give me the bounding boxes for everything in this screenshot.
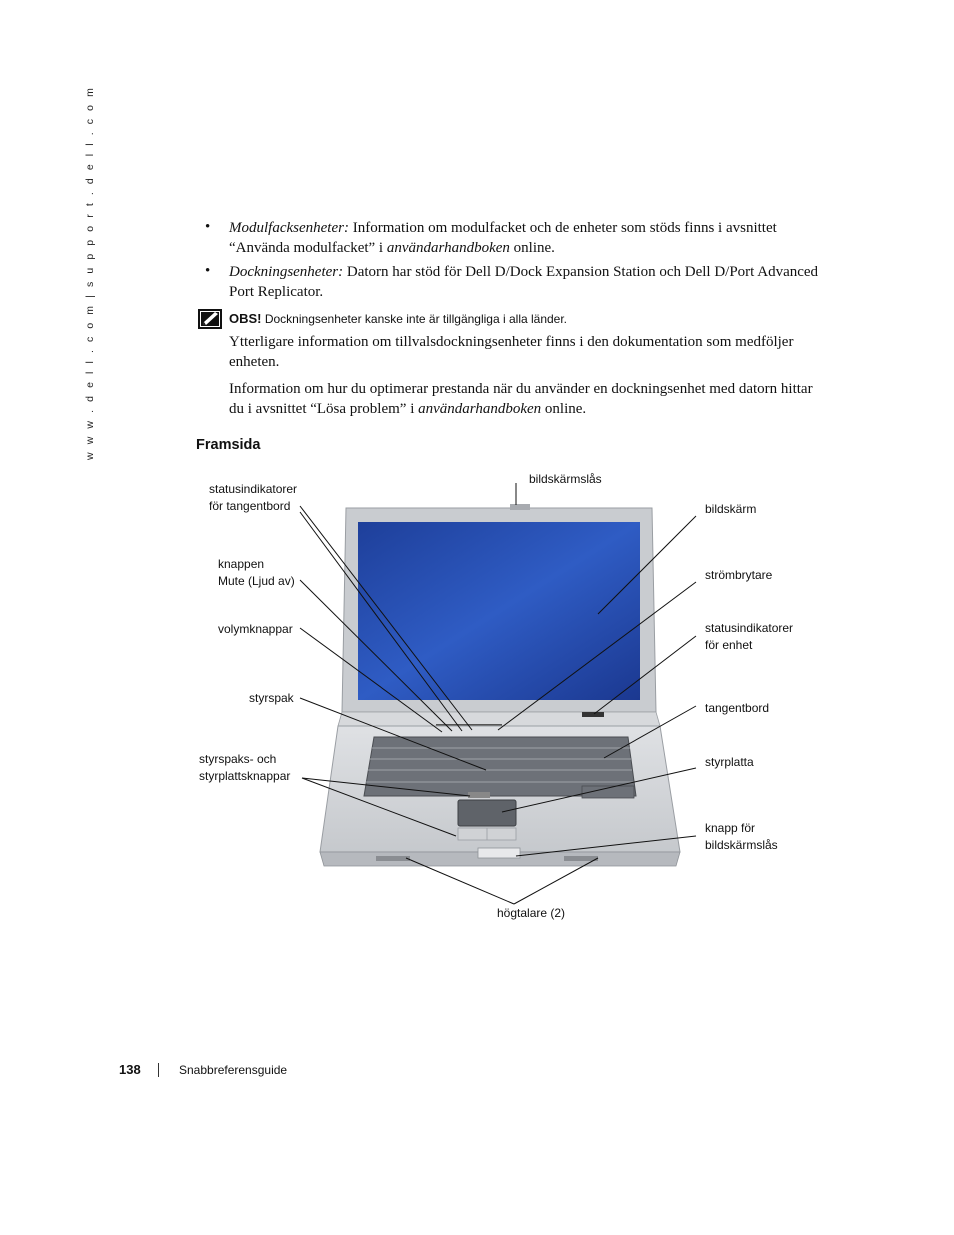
bullet-text: Information om modulfacket och de enheter som stöds finns i avsnittet “Använda modulfacket” i (229, 220, 777, 256)
label-latch-button: knapp för bildskärmslås (705, 821, 778, 852)
label-power: strömbrytare (705, 568, 773, 582)
label-mute: knappen Mute (Ljud av) (218, 557, 295, 588)
bullet-symbol: • (205, 263, 211, 279)
label-volume: volymknappar (218, 622, 293, 636)
paragraph-text: Information om hur du optimerar prestanda när du använder en dockningsenhet med datorn hittar du i avsnittet “Lösa problem” i (229, 381, 813, 417)
bullet-symbol: • (205, 219, 211, 235)
bullet-lead: Dockningsenheter: (229, 264, 344, 280)
label-trackstick: styrspak (249, 691, 294, 705)
note-label: OBS! (229, 311, 262, 326)
bullet-text: Datorn har stöd för Dell D/Dock Expansion Station och Dell D/Port Advanced Port Replicator. (229, 264, 819, 300)
label-display: bildskärm (705, 502, 757, 516)
bullet-italic: användarhandboken (386, 239, 510, 256)
bullet-lead: Modulfacksenheter: (229, 220, 349, 236)
label-speakers: högtalare (2) (497, 906, 566, 920)
note-text: Dockningsenheter kanske inte är tillgängliga i alla länder. (261, 312, 568, 326)
footer-title: Snabbreferensguide (179, 1063, 288, 1077)
page-number: 138 (119, 1062, 141, 1077)
paragraph-italic: användarhandboken (418, 400, 542, 417)
label-touchpad: styrplatta (705, 755, 754, 769)
label-status-device: statusindikatorer för enhet (705, 621, 794, 652)
paragraph-info: Ytterligare information om tillvalsdockningsenheter finns i den dokumentation som medföljer enheten. (229, 334, 794, 370)
label-trackstick-buttons: styrspaks- och styrplattsknappar (199, 752, 291, 783)
label-keyboard: tangentbord (705, 701, 770, 715)
screen (358, 522, 640, 700)
label-display-latch: bildskärmslås (529, 472, 602, 486)
paragraph-text-end: online. (541, 400, 587, 417)
side-url: w w w . d e l l . c o m | s u p p o r t . d e l l . c o m (84, 85, 96, 460)
bullet-text-end: online. (509, 239, 555, 256)
label-status-keyboard: statusindikatorer för tangentbord (209, 482, 298, 513)
footer-divider (158, 1063, 159, 1077)
section-heading: Framsida (196, 437, 261, 453)
